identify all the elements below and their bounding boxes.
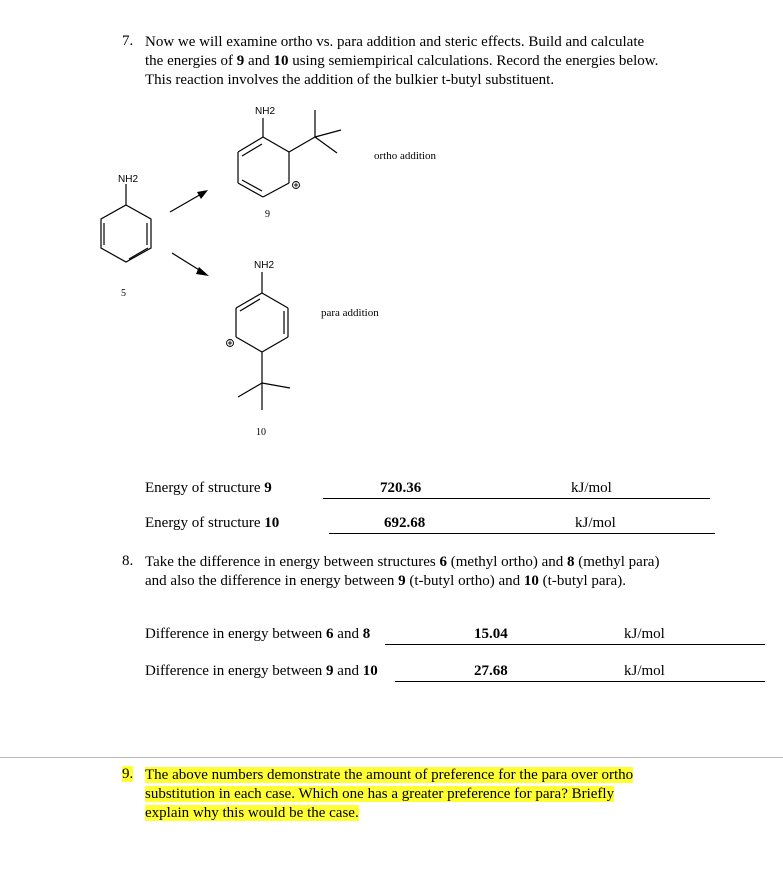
energy-value: 720.36	[380, 480, 422, 496]
diff-structure-b: 10	[362, 663, 378, 679]
question-7-number: 7.	[122, 33, 134, 49]
para-product-structure	[236, 272, 290, 410]
ortho-nh2-label: NH2	[255, 106, 276, 117]
ortho-number-label: 9	[265, 209, 270, 220]
diff-structure-a: 6	[326, 626, 334, 642]
difference-unit: kJ/mol	[624, 663, 665, 679]
q8-bold-6: 6	[439, 554, 448, 570]
difference-unit: kJ/mol	[624, 626, 665, 642]
diff-and: and	[333, 626, 363, 642]
para-addition-label: para addition	[321, 307, 379, 319]
q7-seg: using semiempirical calculations. Record the energies below. This reaction involves the addition of the bulkier t-butyl substituent.	[145, 53, 659, 88]
energy-unit: kJ/mol	[571, 480, 612, 496]
q8-seg: Take the difference in energy between structures	[145, 554, 440, 570]
page-break-divider	[0, 757, 783, 758]
q7-bold-10: 10	[273, 53, 289, 69]
difference-row-label	[145, 626, 370, 643]
difference-value: 27.68	[474, 663, 508, 679]
arrow-head-para	[196, 267, 209, 276]
ortho-addition-label: ortho addition	[374, 150, 437, 162]
q9-line-1: The above numbers demonstrate the amount of preference for the para over ortho	[145, 767, 634, 783]
arrow-to-ortho	[170, 193, 203, 212]
reactant-number-label: 5	[121, 288, 126, 299]
question-9-number	[122, 766, 133, 783]
q7-seg: and	[244, 53, 274, 69]
q8-seg: (t-butyl para).	[538, 573, 626, 589]
difference-row-label	[145, 663, 378, 680]
reactant-nh2-label: NH2	[118, 174, 139, 185]
q7-bold-9: 9	[236, 53, 245, 69]
q9-line-3: explain why this would be the case.	[145, 805, 359, 821]
q8-bold-8: 8	[567, 554, 575, 570]
q8-seg: (t-butyl ortho) and	[405, 573, 524, 589]
diff-and: and	[333, 663, 363, 679]
q8-seg: (methyl ortho) and	[447, 554, 567, 570]
difference-blank-line[interactable]	[395, 663, 765, 682]
q9-number-highlight: 9.	[122, 766, 134, 782]
energy-row-10	[145, 515, 625, 535]
difference-row-9-10	[145, 663, 675, 683]
para-nh2-label: NH2	[254, 260, 275, 271]
difference-row-6-8	[145, 626, 675, 646]
energy-row-label	[145, 480, 272, 497]
question-8-text	[145, 553, 670, 591]
q8-seg: (methyl para) and also the difference in energy between	[145, 554, 660, 589]
diff-structure-a: 9	[326, 663, 334, 679]
diff-label-prefix: Difference in energy between	[145, 663, 327, 679]
energy-row-label	[145, 515, 279, 532]
energy-label-prefix: Energy of structure	[145, 515, 265, 531]
question-9-text	[145, 766, 705, 823]
para-number-label: 10	[256, 427, 266, 438]
question-8-number: 8.	[122, 553, 134, 569]
q7-seg: Now we will examine ortho vs. para addition and steric effects. Build and calculate the energies of	[145, 34, 645, 69]
energy-structure-number: 9	[264, 480, 272, 496]
energy-value: 692.68	[384, 515, 426, 531]
diff-structure-b: 8	[362, 626, 371, 642]
q8-bold-9: 9	[398, 573, 406, 589]
energy-structure-number: 10	[264, 515, 280, 531]
ortho-product-structure	[238, 110, 341, 197]
energy-row-9	[145, 480, 625, 500]
difference-blank-line[interactable]	[385, 626, 765, 645]
energy-label-prefix: Energy of structure	[145, 480, 265, 496]
q8-bold-10: 10	[523, 573, 539, 589]
difference-value: 15.04	[474, 626, 508, 642]
energy-unit: kJ/mol	[575, 515, 616, 531]
diff-label-prefix: Difference in energy between	[145, 626, 327, 642]
q9-line-2: substitution in each case. Which one has a greater preference for para? Briefly	[145, 786, 615, 802]
arrow-head-ortho	[197, 190, 208, 199]
aniline-structure	[101, 184, 151, 262]
